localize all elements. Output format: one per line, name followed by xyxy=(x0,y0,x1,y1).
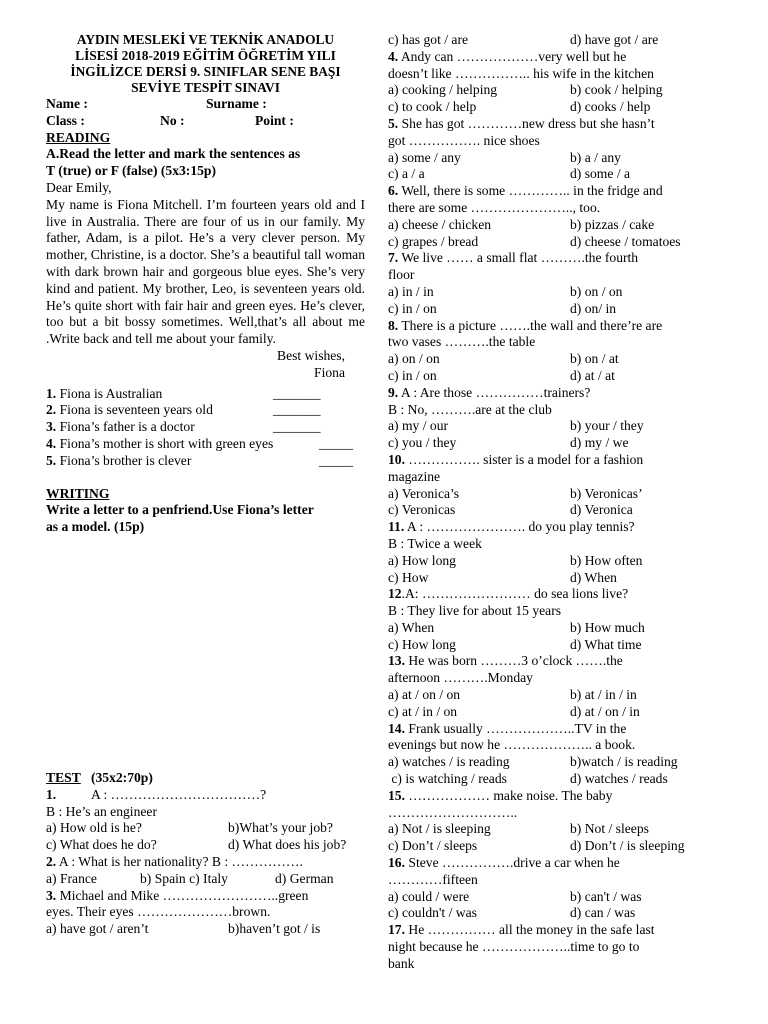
q1-options-cd xyxy=(46,837,365,854)
answer-blank[interactable]: _______ xyxy=(273,419,321,435)
answer-blank[interactable]: _____ xyxy=(319,435,353,451)
option-d[interactable]: d) Don’t / is sleeping xyxy=(570,838,685,854)
option-d[interactable]: d) my / we xyxy=(570,435,629,451)
writing-instruction-1: Write a letter to a penfriend.Use Fiona’s letter xyxy=(46,502,314,518)
writing-instruction-2: as a model. (15p) xyxy=(46,519,145,535)
test-points: (35x2:70p) xyxy=(90,769,153,785)
option-c[interactable]: c) a / a xyxy=(388,166,425,182)
question-13-line-2: afternoon ……….Monday xyxy=(388,670,533,686)
answer-blank[interactable]: _____ xyxy=(319,452,353,468)
question-7: 7. We live …… a small flat ……….the fourth xyxy=(388,250,639,266)
question-16-line-2: …………fifteen xyxy=(388,871,478,887)
option-b[interactable]: b) Veronicas’ xyxy=(570,485,643,501)
option-d[interactable]: d) watches / reads xyxy=(570,771,668,787)
option-d[interactable]: d) When xyxy=(570,569,617,585)
option-a[interactable]: a) in / in xyxy=(388,283,434,299)
q10-options-cd xyxy=(388,502,718,519)
q4-options-cd xyxy=(388,99,718,116)
option-a[interactable]: a) could / were xyxy=(388,888,470,904)
option-b[interactable]: b)What’s your job? xyxy=(228,820,333,836)
test-heading-row xyxy=(46,770,365,787)
title-line-2: LİSESİ 2018-2019 EĞİTİM ÖĞRETİM YILI xyxy=(75,48,336,63)
option-c[interactable]: c) couldn't / was xyxy=(388,905,477,921)
name-label: Name : xyxy=(46,96,88,111)
option-c[interactable]: c) What does he do? xyxy=(46,837,157,853)
q15-options-cd xyxy=(388,838,718,855)
option-a[interactable]: a) my / our xyxy=(388,418,449,434)
q8-options-cd xyxy=(388,368,718,385)
option-b[interactable]: b)watch / is reading xyxy=(570,754,678,770)
option-d[interactable]: d) cooks / help xyxy=(570,99,651,115)
question-15-line-2: ……………………….. xyxy=(388,804,518,820)
q9-options-ab xyxy=(388,418,718,435)
question-10: 10. ……………. sister is a model for a fashion xyxy=(388,451,644,467)
question-13: 13. He was born ………3 o’clock …….the xyxy=(388,653,623,669)
answer-blank[interactable]: _______ xyxy=(273,385,321,401)
letter-greeting: Dear Emily, xyxy=(46,179,112,195)
option-a[interactable]: a) Veronica’s xyxy=(388,485,460,501)
writing-heading: WRITING xyxy=(46,485,110,501)
q12-options-ab xyxy=(388,620,718,637)
option-a[interactable]: a) some / any xyxy=(388,149,461,165)
option-d[interactable]: d) cheese / tomatoes xyxy=(570,233,681,249)
option-d[interactable]: d) some / a xyxy=(570,166,631,182)
question-4-line-2: doesn’t like …………….. his wife in the kitchen xyxy=(388,65,654,81)
surname-label: Surname : xyxy=(206,96,267,111)
statement-1: 1. Fiona is Australian _______ xyxy=(46,385,321,401)
option-d[interactable]: d) German xyxy=(275,870,334,886)
question-9: 9. A : Are those ……………trainers? xyxy=(388,384,591,400)
q15-options-ab xyxy=(388,821,718,838)
class-row xyxy=(46,113,365,130)
option-a[interactable]: a) Not / is sleeping xyxy=(388,821,491,837)
question-14: 14. Frank usually ………………..TV in the xyxy=(388,720,627,736)
question-14-line-2: evenings but now he ……………….. a book. xyxy=(388,737,636,753)
statement-3: 3. Fiona’s father is a doctor _______ xyxy=(46,419,321,435)
question-1-line-2: B : He’s an engineer xyxy=(46,803,157,819)
option-b[interactable]: b)haven’t got / is xyxy=(228,921,321,937)
option-c[interactable]: c) at / in / on xyxy=(388,703,458,719)
option-c[interactable]: c) grapes / bread xyxy=(388,233,479,249)
q16-options-ab xyxy=(388,889,718,906)
writing-area[interactable] xyxy=(46,536,365,770)
option-a[interactable]: a) France xyxy=(46,870,97,886)
option-a[interactable]: a) at / on / on xyxy=(388,687,461,703)
option-c[interactable]: c) has got / are xyxy=(388,32,469,47)
title-line-4: SEVİYE TESPİT SINAVI xyxy=(131,80,280,95)
question-17-line-2: night because he ………………..time to go to xyxy=(388,939,640,955)
q13-options-cd xyxy=(388,704,718,721)
question-12-line-2: B : They live for about 15 years xyxy=(388,603,562,619)
reading-instruction-2: T (true) or F (false) (5x3:15p) xyxy=(46,163,217,179)
q7-options-cd xyxy=(388,301,718,318)
q14-options-cd xyxy=(388,771,718,788)
option-c[interactable]: c) you / they xyxy=(388,435,457,451)
option-a[interactable]: a) watches / is reading xyxy=(388,754,510,770)
option-a[interactable]: a) cheese / chicken xyxy=(388,216,492,232)
name-row xyxy=(46,96,365,113)
option-c[interactable]: c) in / on xyxy=(388,300,437,316)
q16-options-cd xyxy=(388,905,718,922)
q4-options-ab xyxy=(388,82,718,99)
letter-body: My name is Fiona Mitchell. I’m fourteen years old and I live in Australia. There are four of us in our family. My father, Adam, is a pilot. He’s a very clever person. My mother, Christine, is a doctor. She’s a beautiful tall woman with dark brown hair and gorgeous blue eyes. She’s very kind and patient. My brother, Leo, is seventeen years old. He’s quite short with fair hair and green eyes. He’s clever, too but a bit bossy sometimes. Well,that’s all about me .Write back and tell me about your family. xyxy=(46,196,365,347)
statement-5: 5. Fiona’s brother is clever _____ xyxy=(46,452,353,468)
option-d[interactable]: d) on/ in xyxy=(570,300,617,316)
question-3-line-2: eyes. Their eyes …………………brown. xyxy=(46,904,271,920)
option-c[interactable]: c) How xyxy=(388,569,429,585)
q3-options-cd xyxy=(388,32,718,49)
question-10-line-2: magazine xyxy=(388,468,441,484)
option-c[interactable]: c) in / on xyxy=(388,367,437,383)
option-b[interactable]: b) Spain c) Italy xyxy=(140,870,228,886)
exam-title xyxy=(46,32,365,96)
option-b[interactable]: b) How much xyxy=(570,619,645,635)
question-11: 11. A : …………………. do you play tennis? xyxy=(388,519,635,535)
right-column xyxy=(388,32,718,973)
option-b[interactable]: b) cook / helping xyxy=(570,82,663,98)
question-7-line-2: floor xyxy=(388,267,415,283)
q11-options-cd xyxy=(388,570,718,587)
question-17-line-3: bank xyxy=(388,955,415,971)
q13-options-ab xyxy=(388,687,718,704)
option-a[interactable]: a) How long xyxy=(388,552,456,568)
option-d[interactable]: d) have got / are xyxy=(570,32,659,47)
option-b[interactable]: b) on / on xyxy=(570,283,623,299)
option-d[interactable]: d) What does his job? xyxy=(228,837,347,853)
option-b[interactable]: b) Not / sleeps xyxy=(570,821,649,837)
option-a[interactable]: a) on / on xyxy=(388,351,440,367)
option-d[interactable]: d) can / was xyxy=(570,905,636,921)
question-15: 15. ……………… make noise. The baby xyxy=(388,787,613,803)
question-11-line-2: B : Twice a week xyxy=(388,535,482,551)
option-d[interactable]: d) What time xyxy=(570,636,642,652)
class-label: Class : xyxy=(46,112,85,128)
q7-options-ab xyxy=(388,284,718,301)
question-9-line-2: B : No, ……….are at the club xyxy=(388,401,552,417)
option-a[interactable]: a) How old is he? xyxy=(46,820,142,836)
question-17: 17. He …………… all the money in the safe last xyxy=(388,922,655,938)
title-line-3: İNGİLİZCE DERSİ 9. SINIFLAR SENE BAŞI xyxy=(70,64,341,79)
question-5: 5. She has got …………new dress but she hasn’t xyxy=(388,115,655,131)
title-line-1: AYDIN MESLEKİ VE TEKNİK ANADOLU xyxy=(76,32,335,47)
option-b[interactable]: b) at / in / in xyxy=(570,687,637,703)
option-c[interactable]: c) Don’t / sleeps xyxy=(388,838,478,854)
no-label: No : xyxy=(160,112,185,128)
reading-heading: READING xyxy=(46,129,111,145)
q3-options-ab xyxy=(46,921,365,938)
question-1: 1. A : ……………………………? xyxy=(46,786,267,802)
letter-closing: Best wishes, xyxy=(277,347,345,363)
option-b[interactable]: b) pizzas / cake xyxy=(570,216,655,232)
option-a[interactable]: a) When xyxy=(388,619,435,635)
option-c[interactable]: c) How long xyxy=(388,636,456,652)
option-d[interactable]: d) at / on / in xyxy=(570,703,640,719)
option-d[interactable]: d) at / at xyxy=(570,367,615,383)
question-2: 2. A : What is her nationality? B : ……………. xyxy=(46,853,303,869)
q10-options-ab xyxy=(388,486,718,503)
q5-options-cd xyxy=(388,166,718,183)
letter-signature: Fiona xyxy=(314,364,345,380)
option-c[interactable]: c) to cook / help xyxy=(388,99,477,115)
option-c[interactable]: c) is watching / reads xyxy=(388,771,507,787)
q11-options-ab xyxy=(388,553,718,570)
left-column xyxy=(46,32,365,938)
question-5-line-2: got ……………. nice shoes xyxy=(388,132,540,148)
q6-options-cd xyxy=(388,234,718,251)
q9-options-cd xyxy=(388,435,718,452)
question-4: 4. Andy can ………………very well but he xyxy=(388,48,627,64)
point-label: Point : xyxy=(255,112,294,128)
question-6: 6. Well, there is some ………….. in the fridge and xyxy=(388,183,663,199)
q14-options-ab xyxy=(388,754,718,771)
question-16: 16. Steve …………….drive a car when he xyxy=(388,855,620,871)
q6-options-ab xyxy=(388,217,718,234)
question-3: 3. Michael and Mike ……………………..green xyxy=(46,887,309,903)
option-a[interactable]: a) cooking / helping xyxy=(388,82,498,98)
question-8: 8. There is a picture …….the wall and there’re are xyxy=(388,317,663,333)
option-a[interactable]: a) have got / aren’t xyxy=(46,921,149,937)
q1-options-ab xyxy=(46,820,365,837)
option-b[interactable]: b) How often xyxy=(570,552,643,568)
q2-options xyxy=(46,871,365,888)
question-12: 12.A: …………………… do sea lions live? xyxy=(388,586,629,602)
q12-options-cd xyxy=(388,637,718,654)
statement-2: 2. Fiona is seventeen years old _______ xyxy=(46,402,321,418)
option-b[interactable]: b) your / they xyxy=(570,418,644,434)
option-c[interactable]: c) Veronicas xyxy=(388,502,456,518)
q5-options-ab xyxy=(388,150,718,167)
statement-4: 4. Fiona’s mother is short with green eyes _____ xyxy=(46,435,353,451)
q8-options-ab xyxy=(388,351,718,368)
reading-instruction-1: A.Read the letter and mark the sentences as xyxy=(46,146,301,162)
option-b[interactable]: b) a / any xyxy=(570,149,621,165)
answer-blank[interactable]: _______ xyxy=(273,402,321,418)
option-b[interactable]: b) on / at xyxy=(570,351,619,367)
question-8-line-2: two vases ……….the table xyxy=(388,334,536,350)
question-6-line-2: there are some ………………….., too. xyxy=(388,199,601,215)
option-b[interactable]: b) can't / was xyxy=(570,888,642,904)
option-d[interactable]: d) Veronica xyxy=(570,502,633,518)
test-heading: TEST xyxy=(46,769,81,785)
